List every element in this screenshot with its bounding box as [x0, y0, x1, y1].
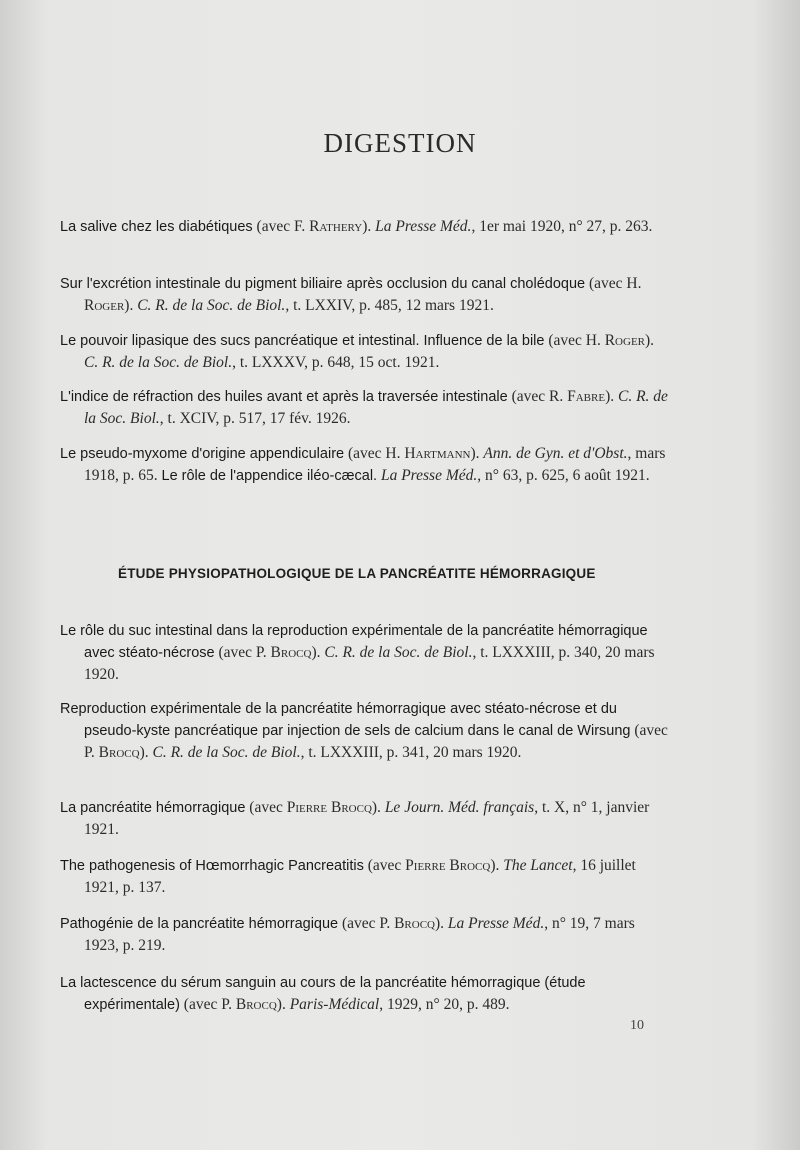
entry-journal: Ann. de Gyn. et d'Obst. [483, 445, 628, 462]
page-number: 10 [630, 1018, 644, 1033]
entry-ref: , t. XCIV, p. 517, 17 fév. 1926. [159, 410, 351, 427]
entry-journal: C. R. de la Soc. Biol. [84, 388, 668, 427]
entry-ref: ). [605, 388, 618, 405]
bibliography-entry [60, 797, 670, 841]
entry-ref: ). [470, 445, 484, 462]
entry-author: Roger [604, 332, 646, 349]
entry-title: La salive chez les diabétiques [60, 219, 253, 235]
entry-ref: (avec R. [507, 388, 568, 405]
entry-ref: , t. X, n° 1, janvier 1921. [84, 799, 650, 838]
bibliography-entry [60, 273, 670, 317]
entry-journal: Paris-Médical [289, 996, 380, 1013]
entry-ref: , t. LXXXIII, p. 341, 20 mars 1920. [300, 744, 522, 761]
entry-ref: (avec [245, 799, 287, 816]
entry-journal: La Presse Méd. [447, 915, 545, 932]
entry-journal: C. R. de la Soc. de Biol. [84, 354, 233, 371]
entry-author: Roger [84, 297, 125, 314]
entry-ref: (avec [363, 857, 406, 874]
page-title: DIGESTION [323, 128, 477, 158]
entry-journal: The Lancet [503, 857, 573, 874]
entry-author: Brocq [98, 744, 140, 761]
entry-ref: ). [490, 857, 504, 874]
entry-title: Le rôle de l'appendice iléo-cæcal. [161, 468, 378, 484]
entry-journal: Le Journ. Méd. français [384, 799, 535, 816]
entry-journal: C. R. de la Soc. de Biol. [137, 297, 286, 314]
entry-ref: ). [139, 744, 153, 761]
bibliography-entry [60, 855, 670, 899]
entry-ref: , 1929, n° 20, p. 489. [379, 996, 510, 1013]
entry-journal: C. R. de la Soc. de Biol. [152, 744, 301, 761]
entry-author: Brocq [235, 996, 277, 1013]
entry-author: Pierre Brocq [286, 799, 372, 816]
section-heading: ÉTUDE PHYSIOPATHOLOGIQUE DE LA PANCRÉATITE HÉMORRAGIQUE [118, 566, 596, 581]
entry-ref: ). [362, 218, 376, 235]
entry-ref: (avec P. [214, 644, 271, 661]
entry-ref: (avec P. [179, 996, 236, 1013]
entry-journal: La Presse Méd. [375, 218, 472, 235]
entry-title: La pancréatite hémorragique [60, 800, 246, 816]
entry-author: Rathery [309, 218, 363, 235]
entry-ref: (avec P. [84, 722, 668, 761]
bibliography-entry [60, 620, 670, 686]
entry-ref: , t. LXXIV, p. 485, 12 mars 1921. [285, 297, 494, 314]
bibliography-entry [60, 698, 670, 764]
bibliography-entry [60, 216, 670, 238]
entry-title: The pathogenesis of Hœmorrhagic Pancreatitis [60, 858, 364, 874]
bibliography-entry [60, 330, 670, 374]
entry-author: Brocq [270, 644, 312, 661]
entry-journal: La Presse Méd. [380, 467, 478, 484]
entry-title: L'indice de réfraction des huiles avant et après la traversée intestinale [60, 389, 508, 405]
entry-author: Pierre Brocq [405, 857, 491, 874]
entry-ref: , t. LXXXV, p. 648, 15 oct. 1921. [232, 354, 440, 371]
entry-title: La lactescence du sérum sanguin au cours de la pancréatite hémorragique (étude expérimentale) [60, 975, 586, 1013]
bibliography-entry [60, 972, 670, 1016]
entry-ref: ). [371, 799, 385, 816]
bibliography-entry [60, 386, 670, 430]
entry-author: Brocq [394, 915, 435, 932]
entry-ref: , 16 juillet 1921, p. 137. [84, 857, 636, 896]
entry-ref: (avec H. [585, 275, 642, 292]
entry-title: Pathogénie de la pancréatite hémorragique [60, 916, 339, 932]
entry-title: Le pouvoir lipasique des sucs pancréatique et intestinal. Influence de la bile [60, 333, 545, 349]
entry-ref: , mars 1918, p. 65. [84, 445, 666, 484]
entry-ref: , t. LXXXIII, p. 340, 20 mars 1920. [84, 644, 655, 683]
entry-title: Le pseudo-myxome d'origine appendiculaire [60, 446, 345, 462]
entry-ref: (avec H. [544, 332, 605, 349]
entry-author: Hartmann [404, 445, 471, 462]
entry-ref: ). [311, 644, 325, 661]
entry-author: Fabre [567, 388, 606, 405]
entry-title: Sur l'excrétion intestinale du pigment biliaire après occlusion du canal cholédoque [60, 276, 586, 292]
entry-ref: , n° 63, p. 625, 6 août 1921. [477, 467, 650, 484]
entry-ref: ). [124, 297, 138, 314]
entry-title: Le rôle du suc intestinal dans la reproduction expérimentale de la pancréatite hémorragique avec stéato-nécrose [60, 623, 648, 661]
bibliography-entry [60, 913, 670, 957]
entry-ref: ). [276, 996, 290, 1013]
bibliography-entry [60, 443, 670, 487]
entry-journal: C. R. de la Soc. de Biol. [324, 644, 473, 661]
entry-title: Reproduction expérimentale de la pancréatite hémorragique avec stéato-nécrose et du pseudo-kyste pancréatique par injection de sels de calcium dans le canal de Wirsung [60, 701, 631, 739]
entry-ref: ). [434, 915, 448, 932]
entry-ref: ). [645, 332, 655, 349]
entry-ref: , n° 19, 7 mars 1923, p. 219. [84, 915, 635, 954]
entry-ref: (avec H. [344, 445, 405, 462]
entry-ref: , 1er mai 1920, n° 27, p. 263. [471, 218, 653, 235]
entry-ref: (avec F. [252, 218, 310, 235]
entry-ref: (avec P. [338, 915, 395, 932]
